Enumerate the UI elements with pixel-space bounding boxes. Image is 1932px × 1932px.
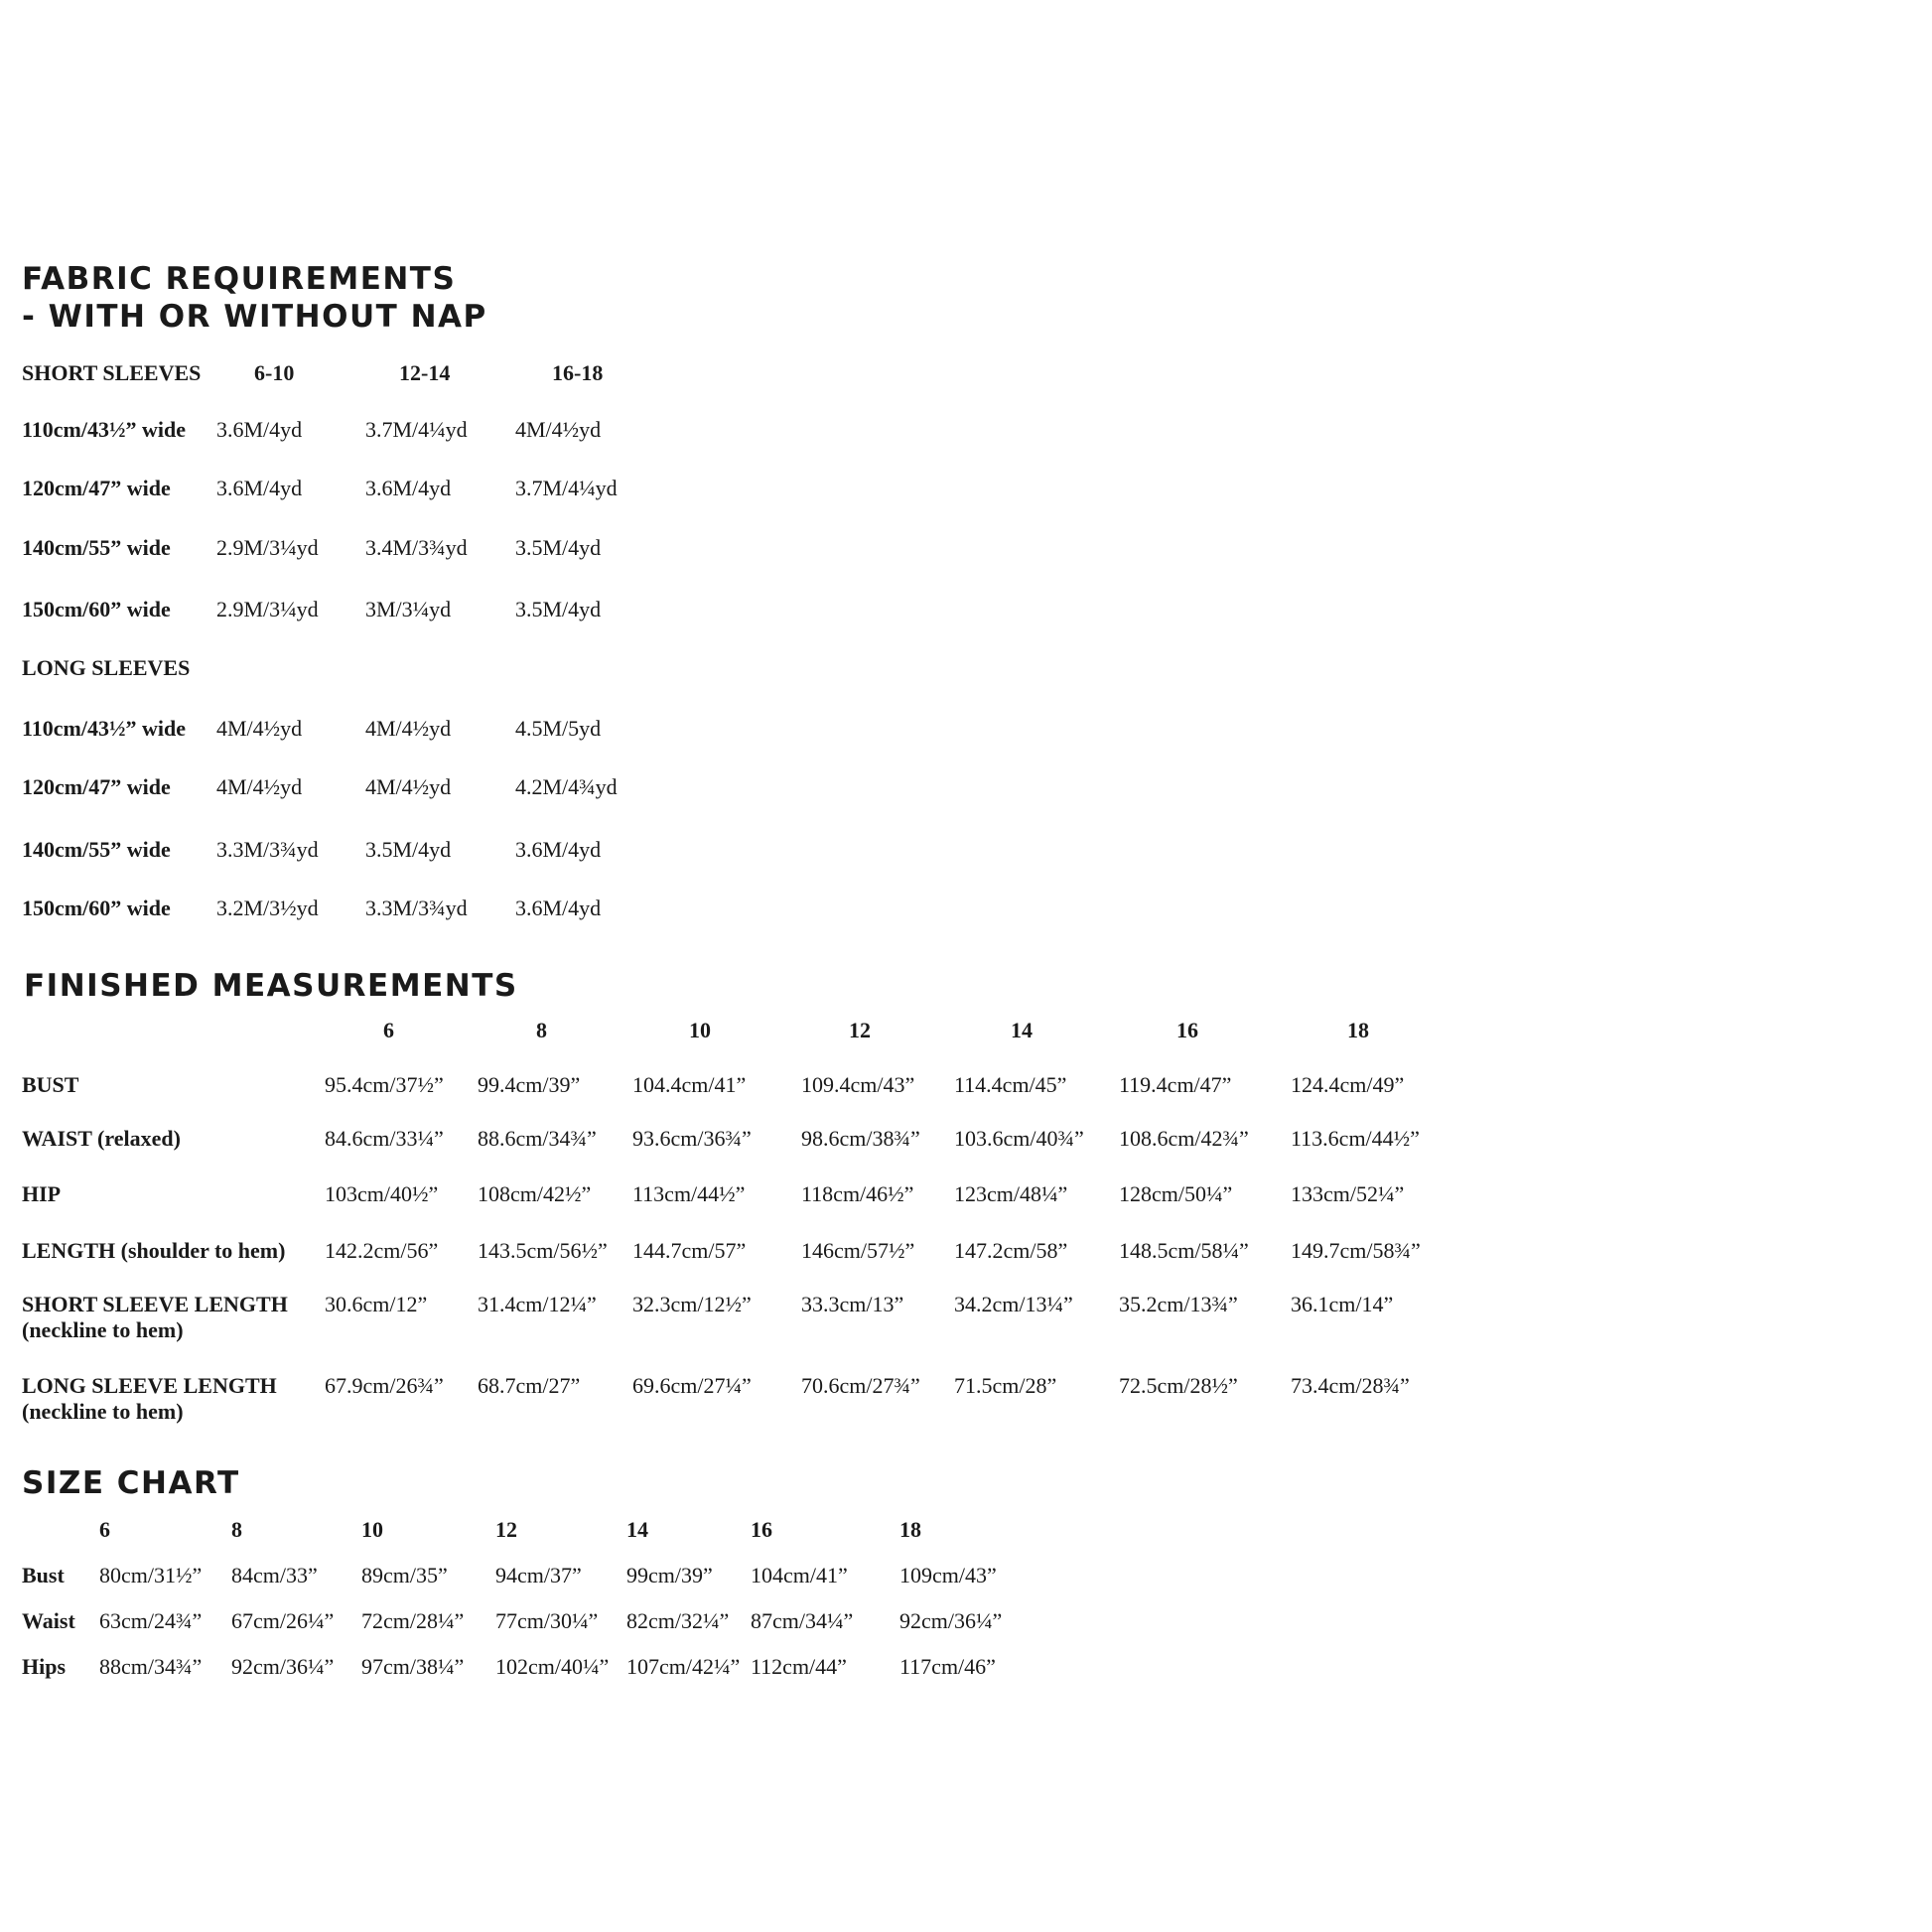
size-chart-value: 94cm/37”: [495, 1563, 582, 1587]
measurement-value: 103cm/40½”: [325, 1181, 439, 1206]
fabric-yardage: 3.5M/4yd: [515, 535, 602, 560]
measurement-label: SHORT SLEEVE LENGTH (neckline to hem): [22, 1292, 288, 1342]
size-chart-value: 104cm/41”: [751, 1563, 848, 1587]
measurement-value: 108cm/42½”: [478, 1181, 592, 1206]
finished-size-header: 6: [383, 1018, 394, 1042]
fabric-size-header: 16-18: [552, 360, 604, 385]
measurement-value: 33.3cm/13”: [801, 1292, 904, 1316]
size-chart-value: 107cm/42¼”: [626, 1654, 741, 1679]
size-chart-header: 16: [751, 1517, 772, 1542]
size-chart-header: 6: [99, 1517, 110, 1542]
fabric-yardage: 4M/4½yd: [216, 774, 303, 799]
measurement-value: 133cm/52¼”: [1291, 1181, 1405, 1206]
finished-size-header: 10: [689, 1018, 711, 1042]
fabric-yardage: 2.9M/3¼yd: [216, 535, 319, 560]
fabric-yardage: 3.4M/3¾yd: [365, 535, 468, 560]
size-chart-value: 117cm/46”: [899, 1654, 996, 1679]
measurement-value: 146cm/57½”: [801, 1238, 915, 1263]
measurement-value: 93.6cm/36¾”: [632, 1126, 752, 1151]
size-chart-value: 89cm/35”: [361, 1563, 448, 1587]
fabric-width-label: 110cm/43½” wide: [22, 417, 186, 442]
size-chart-header: 18: [899, 1517, 921, 1542]
size-chart-value: 87cm/34¼”: [751, 1608, 854, 1633]
size-chart-value: 84cm/33”: [231, 1563, 318, 1587]
measurement-value: 149.7cm/58¾”: [1291, 1238, 1421, 1263]
finished-size-header: 12: [849, 1018, 871, 1042]
fabric-yardage: 3M/3¼yd: [365, 597, 452, 621]
fabric-width-label: 120cm/47” wide: [22, 774, 171, 799]
fabric-yardage: 4.5M/5yd: [515, 716, 602, 741]
size-chart-header: 12: [495, 1517, 517, 1542]
fabric-width-label: 140cm/55” wide: [22, 535, 171, 560]
measurement-value: 84.6cm/33¼”: [325, 1126, 444, 1151]
measurement-value: 113.6cm/44½”: [1291, 1126, 1420, 1151]
size-chart-header: 8: [231, 1517, 242, 1542]
fabric-yardage: 4M/4½yd: [216, 716, 303, 741]
measurement-value: 118cm/46½”: [801, 1181, 914, 1206]
size-chart-value: 88cm/34¾”: [99, 1654, 203, 1679]
fabric-yardage: 3.7M/4¼yd: [515, 476, 618, 500]
measurement-value: 71.5cm/28”: [954, 1373, 1057, 1398]
fabric-yardage: 4M/4½yd: [515, 417, 602, 442]
fabric-yardage: 2.9M/3¼yd: [216, 597, 319, 621]
measurement-value: 143.5cm/56½”: [478, 1238, 608, 1263]
measurement-value: 68.7cm/27”: [478, 1373, 581, 1398]
fabric-heading-line1: FABRIC REQUIREMENTS: [22, 261, 457, 297]
fabric-yardage: 4M/4½yd: [365, 716, 452, 741]
measurement-value: 32.3cm/12½”: [632, 1292, 752, 1316]
finished-size-header: 14: [1011, 1018, 1033, 1042]
size-chart-value: 80cm/31½”: [99, 1563, 203, 1587]
measurement-label: HIP: [22, 1181, 62, 1206]
measurement-value: 109.4cm/43”: [801, 1072, 915, 1097]
measurement-value: 119.4cm/47”: [1119, 1072, 1232, 1097]
size-chart-value: 63cm/24¾”: [99, 1608, 203, 1633]
measurement-value: 69.6cm/27¼”: [632, 1373, 752, 1398]
fabric-yardage: 3.3M/3¾yd: [365, 896, 468, 920]
measurement-label: LENGTH (shoulder to hem): [22, 1238, 286, 1263]
fabric-yardage: 3.3M/3¾yd: [216, 837, 319, 862]
size-chart-label: Bust: [22, 1563, 65, 1587]
size-chart-value: 72cm/28¼”: [361, 1608, 465, 1633]
size-chart-value: 82cm/32¼”: [626, 1608, 730, 1633]
fabric-width-label: 120cm/47” wide: [22, 476, 171, 500]
fabric-yardage: 4M/4½yd: [365, 774, 452, 799]
finished-size-header: 8: [536, 1018, 547, 1042]
finished-size-header: 18: [1347, 1018, 1369, 1042]
fabric-size-header: 6-10: [254, 360, 295, 385]
size-chart-value: 102cm/40¼”: [495, 1654, 610, 1679]
measurement-value: 95.4cm/37½”: [325, 1072, 444, 1097]
fabric-heading-line2: - WITH OR WITHOUT NAP: [22, 299, 487, 335]
finished-heading: FINISHED MEASUREMENTS: [24, 968, 518, 1004]
measurement-value: 34.2cm/13¼”: [954, 1292, 1073, 1316]
size-chart-label: Waist: [22, 1608, 75, 1633]
measurement-value: 103.6cm/40¾”: [954, 1126, 1084, 1151]
fabric-yardage: 4.2M/4¾yd: [515, 774, 618, 799]
measurement-label: WAIST (relaxed): [22, 1126, 181, 1151]
size-chart-value: 109cm/43”: [899, 1563, 997, 1587]
size-chart-value: 92cm/36¼”: [231, 1654, 335, 1679]
short-sleeves-label: SHORT SLEEVES: [22, 360, 202, 385]
fabric-yardage: 3.7M/4¼yd: [365, 417, 468, 442]
size-chart-header: 10: [361, 1517, 383, 1542]
measurement-value: 35.2cm/13¾”: [1119, 1292, 1238, 1316]
fabric-yardage: 3.6M/4yd: [216, 417, 303, 442]
long-sleeves-label: LONG SLEEVES: [22, 655, 191, 680]
measurement-value: 124.4cm/49”: [1291, 1072, 1405, 1097]
fabric-yardage: 3.5M/4yd: [365, 837, 452, 862]
size-chart-value: 92cm/36¼”: [899, 1608, 1003, 1633]
measurement-value: 147.2cm/58”: [954, 1238, 1068, 1263]
fabric-yardage: 3.2M/3½yd: [216, 896, 319, 920]
measurement-value: 144.7cm/57”: [632, 1238, 747, 1263]
fabric-width-label: 150cm/60” wide: [22, 597, 171, 621]
measurement-value: 70.6cm/27¾”: [801, 1373, 920, 1398]
fabric-yardage: 3.6M/4yd: [365, 476, 452, 500]
measurement-value: 30.6cm/12”: [325, 1292, 428, 1316]
fabric-width-label: 140cm/55” wide: [22, 837, 171, 862]
fabric-size-header: 12-14: [399, 360, 451, 385]
fabric-width-label: 150cm/60” wide: [22, 896, 171, 920]
measurement-value: 123cm/48¼”: [954, 1181, 1068, 1206]
measurement-value: 88.6cm/34¾”: [478, 1126, 597, 1151]
measurement-value: 113cm/44½”: [632, 1181, 746, 1206]
finished-size-header: 16: [1176, 1018, 1198, 1042]
size-chart-value: 112cm/44”: [751, 1654, 847, 1679]
fabric-yardage: 3.6M/4yd: [515, 837, 602, 862]
measurement-label: LONG SLEEVE LENGTH (neckline to hem): [22, 1373, 277, 1424]
size-chart-header: 14: [626, 1517, 648, 1542]
measurement-value: 72.5cm/28½”: [1119, 1373, 1238, 1398]
measurement-value: 104.4cm/41”: [632, 1072, 747, 1097]
measurement-value: 36.1cm/14”: [1291, 1292, 1394, 1316]
fabric-yardage: 3.5M/4yd: [515, 597, 602, 621]
measurement-value: 98.6cm/38¾”: [801, 1126, 920, 1151]
measurement-value: 31.4cm/12¼”: [478, 1292, 597, 1316]
measurement-value: 114.4cm/45”: [954, 1072, 1067, 1097]
measurement-label: BUST: [22, 1072, 79, 1097]
size-chart-value: 77cm/30¼”: [495, 1608, 599, 1633]
measurement-value: 142.2cm/56”: [325, 1238, 439, 1263]
measurement-value: 73.4cm/28¾”: [1291, 1373, 1410, 1398]
size-chart-value: 97cm/38¼”: [361, 1654, 465, 1679]
size-chart-label: Hips: [22, 1654, 67, 1679]
fabric-yardage: 3.6M/4yd: [216, 476, 303, 500]
fabric-width-label: 110cm/43½” wide: [22, 716, 186, 741]
measurement-value: 128cm/50¼”: [1119, 1181, 1233, 1206]
measurement-value: 108.6cm/42¾”: [1119, 1126, 1249, 1151]
measurement-value: 67.9cm/26¾”: [325, 1373, 444, 1398]
fabric-yardage: 3.6M/4yd: [515, 896, 602, 920]
measurement-value: 99.4cm/39”: [478, 1072, 581, 1097]
size-chart-heading: SIZE CHART: [22, 1465, 240, 1501]
measurement-value: 148.5cm/58¼”: [1119, 1238, 1249, 1263]
size-chart-value: 67cm/26¼”: [231, 1608, 335, 1633]
size-chart-value: 99cm/39”: [626, 1563, 713, 1587]
